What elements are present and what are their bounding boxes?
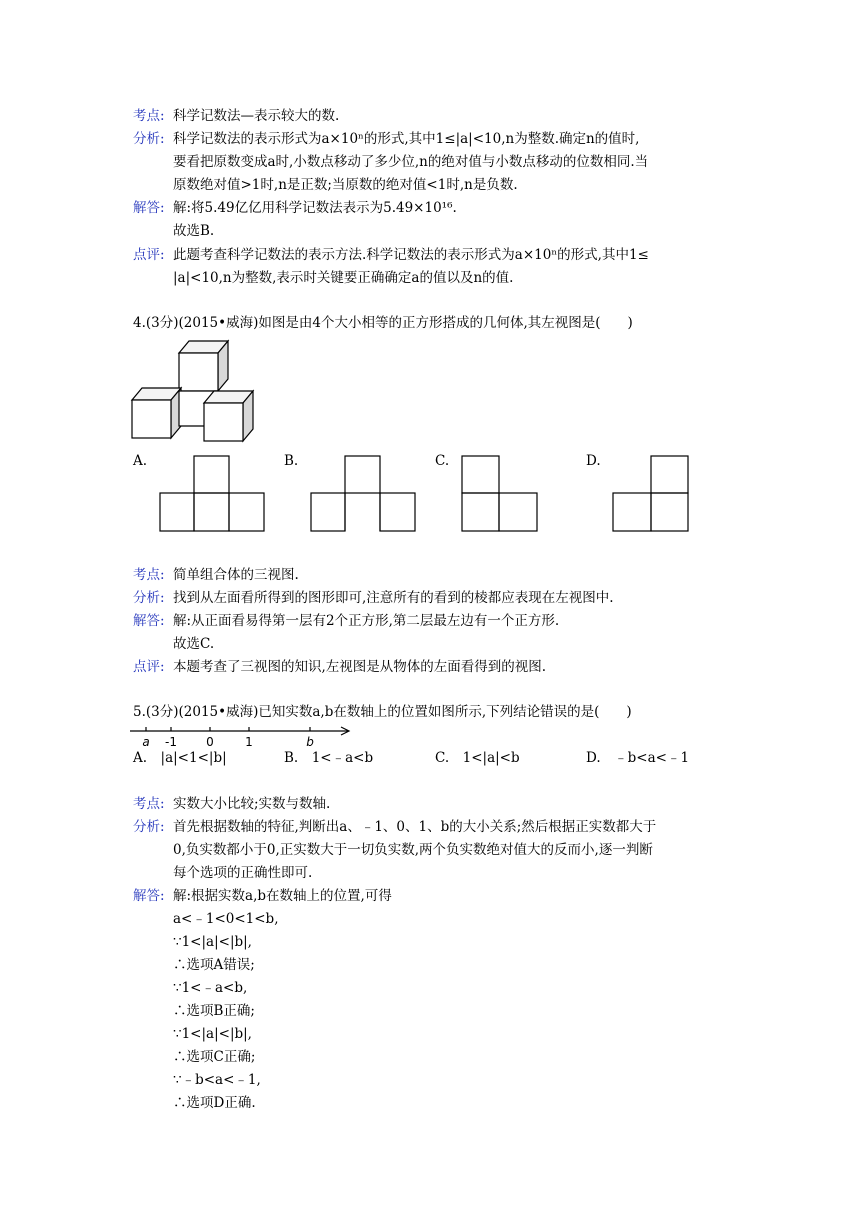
jieda-label: 解答: <box>133 613 165 629</box>
q3-jieda-row <box>133 199 457 217</box>
q3-kaodian-text: 科学记数法—表示较大的数. <box>173 108 340 124</box>
q5-jieda-line-6: ∴选项B正确; <box>173 1003 255 1019</box>
axis-label-0: 0 <box>206 735 214 749</box>
q3-fenxi-line-2: 要看把原数变成a时,小数点移动了多少位,n的绝对值与小数点移动的位数相同.当 <box>173 154 649 170</box>
q3-dianping-row <box>133 246 649 264</box>
q4-jieda-line-2: 故选C. <box>173 636 215 652</box>
axis-label-a: a <box>142 735 150 749</box>
q3-kaodian-row <box>133 107 339 125</box>
q5-jieda-line-3: ∵1<|a|<|b|, <box>173 934 252 950</box>
axis-label-neg1: -1 <box>165 735 177 749</box>
q4-option-d-figure <box>613 455 689 532</box>
axis-label-1: 1 <box>245 735 253 749</box>
q5-fenxi-line-1: 首先根据数轴的特征,判断出a、﹣1、0、1、b的大小关系;然后根据正实数都大于 <box>173 819 657 835</box>
q5-jieda-line-2: a<﹣1<0<1<b, <box>173 911 279 927</box>
q3-jieda-line-2: 故选B. <box>173 223 215 239</box>
q4-stem: 4.(3分)(2015•威海)如图是由4个大小相等的正方形搭成的几何体,其左视图是( ) <box>133 315 633 331</box>
q4-fenxi-text: 找到从左面看所得到的图形即可,注意所有的看到的棱都应表现在左视图中. <box>173 590 614 606</box>
jieda-label: 解答: <box>133 200 165 216</box>
q4-option-b-label: B. <box>284 453 299 469</box>
q4-option-a-figure <box>160 455 265 532</box>
q5-fenxi-line-2: 0,负实数都小于0,正实数大于一切负实数,两个负实数绝对值大的反而小,逐一判断 <box>173 842 653 858</box>
q3-fenxi-line-1: 科学记数法的表示形式为a×10ⁿ的形式,其中1≤|a|<10,n为整数.确定n的值时, <box>173 131 640 147</box>
q3-fenxi-line-3: 原数绝对值>1时,n是正数;当原数的绝对值<1时,n是负数. <box>173 177 518 193</box>
q3-dianping-line-2: |a|<10,n为整数,表示时关键要正确确定a的值以及n的值. <box>173 270 514 286</box>
q4-jieda-line-1: 解:从正面看易得第一层有2个正方形,第二层最左边有一个正方形. <box>173 613 560 629</box>
q5-number-line <box>130 726 355 750</box>
q4-kaodian-text: 简单组合体的三视图. <box>173 567 299 583</box>
q3-dianping-line-1: 此题考查科学记数法的表示方法.科学记数法的表示形式为a×10ⁿ的形式,其中1≤ <box>173 247 649 263</box>
fenxi-label: 分析: <box>133 590 165 606</box>
q5-jieda-line-4: ∴选项A错误; <box>173 957 255 973</box>
q5-jieda-line-10: ∴选项D正确. <box>173 1095 256 1111</box>
kaodian-label: 考点: <box>133 108 165 124</box>
q5-stem: 5.(3分)(2015•威海)已知实数a,b在数轴上的位置如图所示,下列结论错误的是( ) <box>133 704 632 720</box>
jieda-label: 解答: <box>133 888 165 904</box>
q5-option-a: A. |a|<1<|b| <box>133 750 227 766</box>
q4-option-a-label: A. <box>133 453 148 469</box>
q5-jieda-line-9: ∵﹣b<a<﹣1, <box>173 1072 261 1088</box>
fenxi-label: 分析: <box>133 131 165 147</box>
q4-option-c-label: C. <box>435 453 450 469</box>
q3-jieda-line-1: 解:将5.49亿亿用科学记数法表示为5.49×10¹⁶. <box>173 200 457 216</box>
kaodian-label: 考点: <box>133 567 165 583</box>
q4-dianping-text: 本题考查了三视图的知识,左视图是从物体的左面看得到的视图. <box>173 659 547 675</box>
fenxi-label: 分析: <box>133 819 165 835</box>
q4-option-b-figure <box>311 455 416 532</box>
q5-option-b: B. 1<﹣a<b <box>284 750 374 766</box>
q4-option-c-figure <box>462 455 538 532</box>
q5-fenxi-row <box>133 818 656 836</box>
q5-jieda-line-7: ∵1<|a|<|b|, <box>173 1026 252 1042</box>
q5-jieda-line-8: ∴选项C正确; <box>173 1049 256 1065</box>
q4-kaodian-row <box>133 566 299 584</box>
q4-fenxi-row <box>133 589 614 607</box>
axis-label-b: b <box>306 735 314 749</box>
q4-option-d-label: D. <box>586 453 601 469</box>
q4-cube-figure <box>130 338 260 442</box>
q5-kaodian-text: 实数大小比较;实数与数轴. <box>173 796 331 812</box>
q5-jieda-line-5: ∵1<﹣a<b, <box>173 980 248 996</box>
q5-jieda-line-1: 解:根据实数a,b在数轴上的位置,可得 <box>173 888 392 904</box>
q5-option-d: D. ﹣b<a<﹣1 <box>586 750 690 766</box>
q5-option-c: C. 1<|a|<b <box>435 750 520 766</box>
q3-fenxi-row <box>133 130 639 148</box>
q5-jieda-row <box>133 887 392 905</box>
q5-kaodian-row <box>133 795 330 813</box>
q5-fenxi-line-3: 每个选项的正确性即可. <box>173 865 313 881</box>
kaodian-label: 考点: <box>133 796 165 812</box>
q4-dianping-row <box>133 658 546 676</box>
q4-jieda-row <box>133 612 559 630</box>
dianping-label: 点评: <box>133 659 165 675</box>
dianping-label: 点评: <box>133 247 165 263</box>
